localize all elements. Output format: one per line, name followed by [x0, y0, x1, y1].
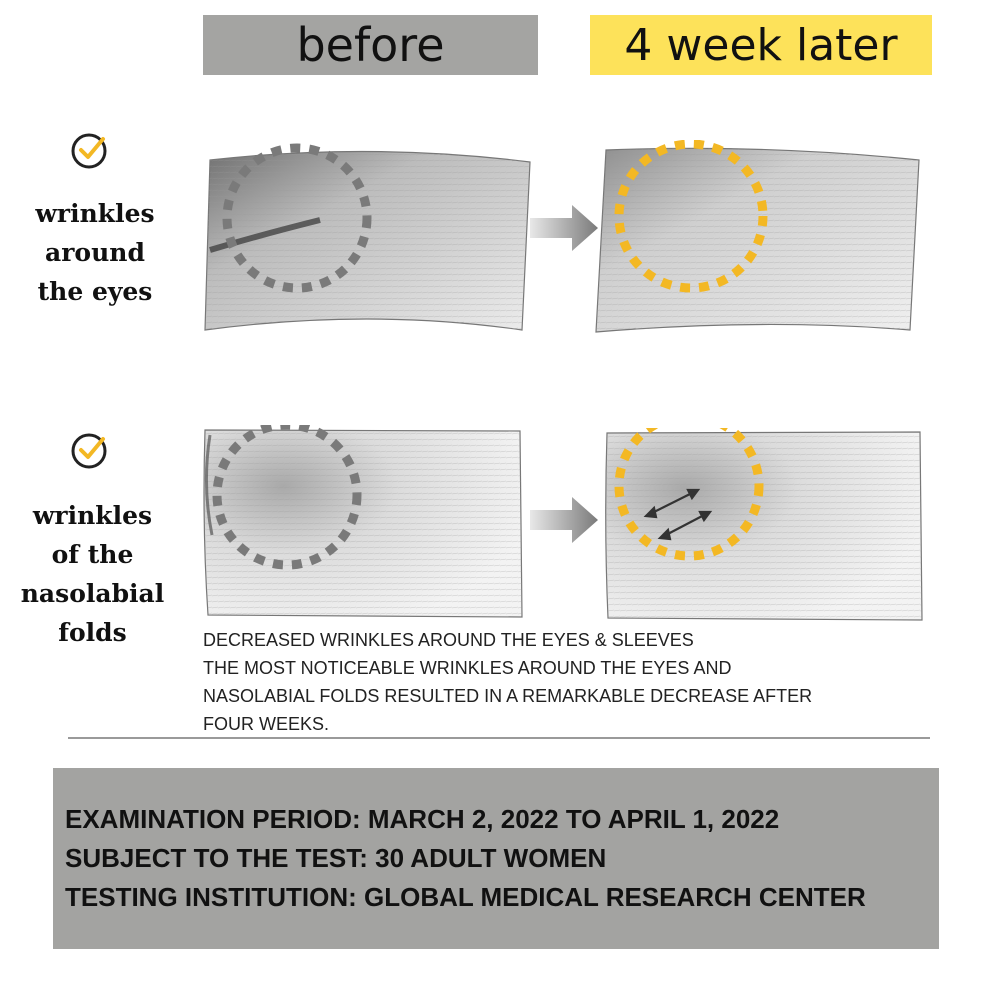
nasolabial-before-image [200, 425, 525, 620]
examination-period: EXAMINATION PERIOD: MARCH 2, 2022 TO APRIL 1, 2022 [65, 804, 780, 834]
row-title-line: wrinkles [35, 199, 155, 228]
before-label [203, 15, 538, 75]
row-title-line: wrinkles [32, 501, 153, 530]
check-circle-icon [70, 131, 110, 171]
row-title-nasolabial [5, 496, 180, 652]
check-circle-icon [70, 431, 110, 471]
before-label-text: before [296, 18, 445, 72]
description-line: NASOLABIAL FOLDS RESULTED IN A REMARKABLE DECREASE AFTER [203, 686, 813, 706]
after-label [590, 15, 932, 75]
row-title-line: folds [58, 618, 127, 647]
description-line: FOUR WEEKS. [203, 714, 330, 734]
row-title-line: of the [51, 540, 134, 569]
row-title-line: around [45, 238, 145, 267]
info-panel [53, 768, 939, 949]
testing-institution: TESTING INSTITUTION: GLOBAL MEDICAL RESEARCH CENTER [65, 882, 866, 912]
row-title-line: the eyes [37, 277, 153, 306]
description-line: THE MOST NOTICEABLE WRINKLES AROUND THE EYES AND [203, 658, 732, 678]
eyes-before-image [200, 140, 535, 335]
right-arrow-icon [530, 497, 598, 543]
eyes-after-image [594, 140, 924, 335]
row-title-eyes [15, 194, 175, 311]
divider [68, 737, 930, 739]
test-subject: SUBJECT TO THE TEST: 30 ADULT WOMEN [65, 843, 607, 873]
after-label-text: 4 week later [624, 19, 898, 71]
description-line: DECREASED WRINKLES AROUND THE EYES & SLEEVES [203, 630, 694, 650]
nasolabial-after-image [602, 428, 927, 623]
right-arrow-icon [530, 205, 598, 251]
description [203, 626, 943, 738]
row-title-line: nasolabial [20, 579, 165, 608]
